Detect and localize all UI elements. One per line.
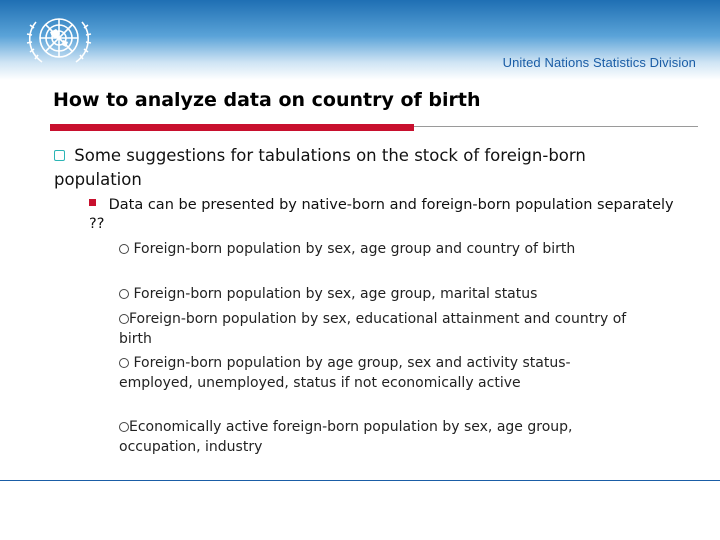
- hollow-square-bullet-icon: [54, 150, 65, 161]
- list-item-text: Foreign-born population by sex, educational attainment and country of birth: [119, 311, 627, 347]
- bullet-level1-text: Some suggestions for tabulations on the stock of foreign-born population: [54, 146, 586, 189]
- bullet-level2-text: Data can be presented by native-born and foreign-born population separately ??: [89, 197, 674, 232]
- list-item-text: Economically active foreign-born population by sex, age group, occupation, industry: [119, 419, 573, 455]
- footer-divider: [0, 480, 720, 481]
- un-emblem-icon: [20, 8, 98, 72]
- bullet-level1: [54, 144, 674, 192]
- page-title: How to analyze data on country of birth: [53, 89, 481, 111]
- hollow-circle-bullet-icon: [119, 244, 129, 254]
- bullet-level2: [89, 196, 689, 234]
- filled-square-bullet-icon: [89, 199, 96, 206]
- division-name: United Nations Statistics Division: [502, 55, 696, 70]
- list-item-text: Foreign-born population by age group, sex and activity status-employed, unemployed, status if not economically active: [119, 355, 571, 391]
- hollow-circle-bullet-icon: [119, 422, 129, 432]
- list-item: [119, 418, 639, 457]
- list-item-text: Foreign-born population by sex, age group and country of birth: [129, 241, 576, 257]
- list-item: [119, 285, 639, 305]
- hollow-circle-bullet-icon: [119, 289, 129, 299]
- list-item-text: Foreign-born population by sex, age group, marital status: [129, 286, 538, 302]
- hollow-circle-bullet-icon: [119, 358, 129, 368]
- title-accent-bar: [50, 124, 414, 131]
- list-item: [119, 310, 639, 349]
- list-item: [119, 354, 639, 393]
- list-item: [119, 240, 639, 260]
- hollow-circle-bullet-icon: [119, 314, 129, 324]
